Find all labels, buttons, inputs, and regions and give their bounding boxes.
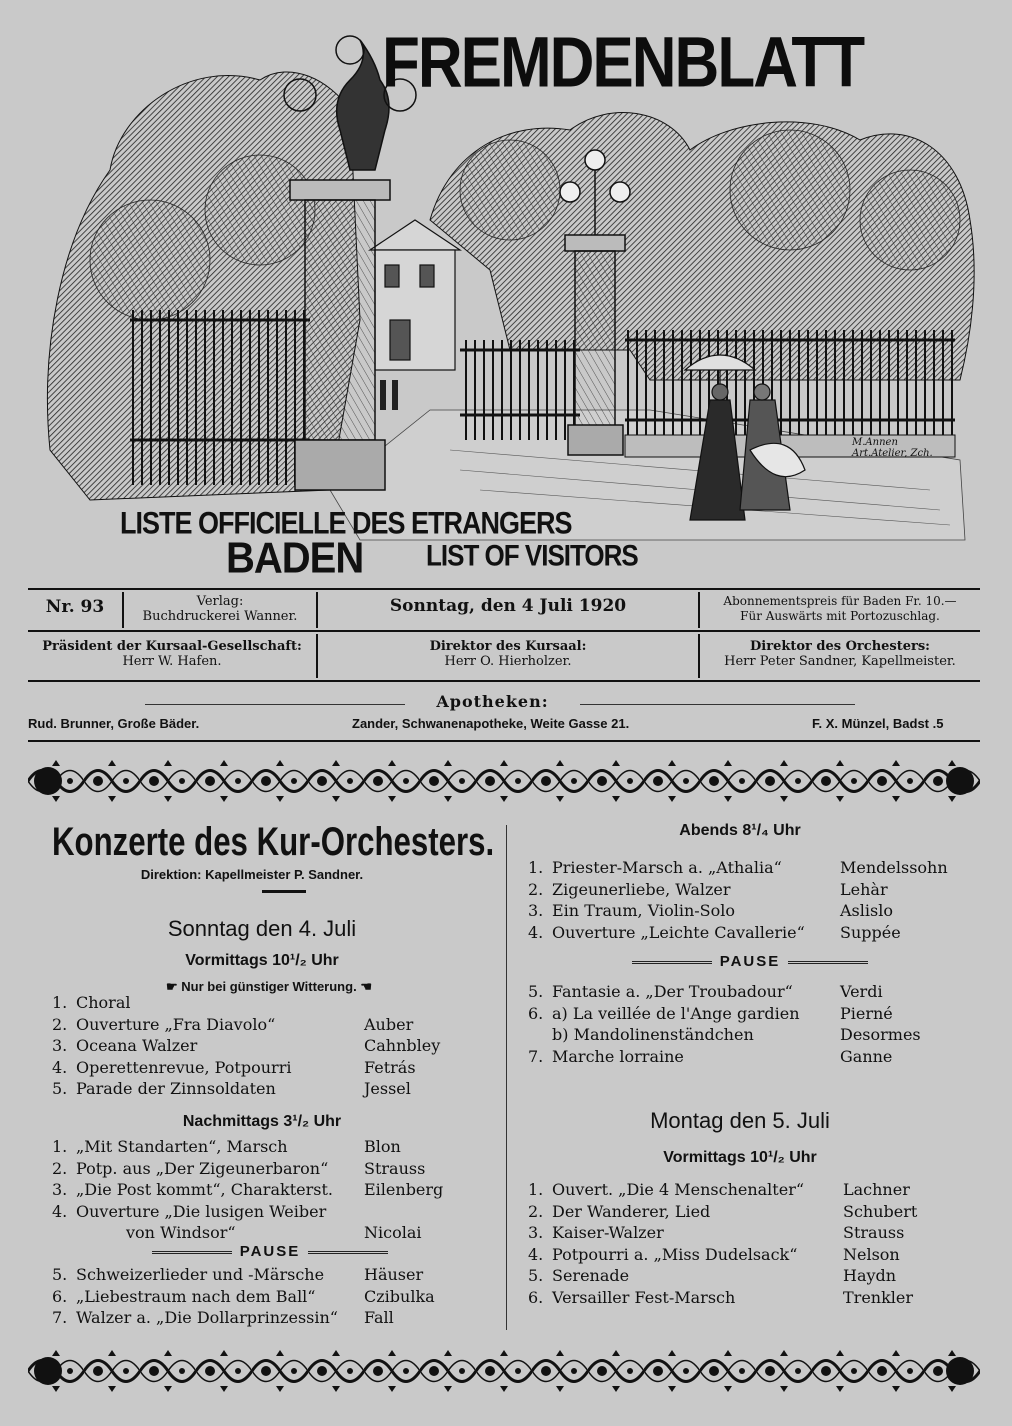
- kursaal-director-label: Direktor des Kursaal:: [429, 639, 587, 654]
- weather-note-text: Nur bei günstiger Witterung.: [181, 979, 357, 994]
- orchestra-director-name: Herr Peter Sandner, Kapellmeister.: [724, 654, 956, 669]
- program-item: [52, 1202, 492, 1222]
- item-number: 2.: [528, 879, 544, 899]
- piece-title: Der Wanderer, Lied: [552, 1201, 711, 1221]
- program-item: [528, 880, 968, 900]
- piece-title: Walzer a. „Die Dollarprinzessin“: [76, 1308, 338, 1327]
- sunday-heading: Sonntag den 4. Juli: [167, 916, 357, 941]
- orchestra-director-label: Direktor des Orchesters:: [750, 639, 930, 654]
- piece-title: Ouvert. „Die 4 Menschenalter“: [552, 1180, 805, 1199]
- masthead-title: FREMDENBLATT: [382, 23, 864, 103]
- piece-title: Choral: [76, 993, 131, 1012]
- concerts-title-text: Konzerte des Kur-Orchesters.: [52, 820, 495, 864]
- composer-name: Fall: [364, 1308, 394, 1327]
- program-item: [528, 923, 968, 943]
- composer-name: Suppée: [840, 922, 901, 942]
- composer-name: Haydn: [843, 1266, 897, 1285]
- program-item: [52, 1265, 492, 1285]
- piece-title: „Liebestraum nach dem Ball“: [76, 1286, 316, 1306]
- piece-title: Kaiser-Walzer: [552, 1223, 664, 1242]
- piece-title: Parade der Zinnsoldaten: [76, 1079, 276, 1098]
- item-number: 5.: [52, 1265, 68, 1284]
- ornament-border-top: [28, 758, 980, 804]
- composer-name: Desormes: [840, 1025, 921, 1044]
- program-item: [528, 1266, 968, 1286]
- masthead-illustration: [30, 20, 990, 583]
- rule: [262, 890, 306, 893]
- program-item: [528, 1245, 968, 1265]
- program-item: [528, 1223, 968, 1243]
- sunday-morning-time: Vormittags 10¹/₂ Uhr: [185, 952, 339, 969]
- program-item: [528, 1047, 968, 1067]
- president-name: Herr W. Hafen.: [122, 654, 222, 669]
- composer-name: Nicolai: [364, 1223, 422, 1242]
- piece-title: Versailler Fest-Marsch: [552, 1287, 736, 1307]
- pharmacies-heading: Apotheken:: [436, 692, 549, 711]
- piece-title: Priester-Marsch a. „Athalia“: [552, 858, 782, 877]
- item-number: 6.: [528, 1003, 544, 1023]
- piece-title: „Die Post kommt“, Charakterst.: [76, 1180, 333, 1199]
- monday-heading: Montag den 5. Juli: [650, 1108, 830, 1133]
- composer-name: Trenkler: [843, 1287, 914, 1307]
- piece-title: Potpourri a. „Miss Dudelsack“: [552, 1244, 798, 1264]
- pharmacy-1: Rud. Brunner, Große Bäder.: [28, 716, 200, 731]
- program-item: [52, 1180, 492, 1200]
- column-divider: [506, 825, 507, 1330]
- composer-name: Blon: [364, 1137, 401, 1156]
- piece-title: Ein Traum, Violin-Solo: [552, 901, 736, 920]
- rule: [28, 588, 980, 590]
- ornament-border-bottom: [28, 1348, 980, 1394]
- piece-title: Marche lorraine: [552, 1046, 684, 1066]
- item-number: 7.: [52, 1308, 68, 1327]
- piece-title: Ouverture „Leichte Cavallerie“: [552, 922, 805, 942]
- item-number: 2.: [528, 1201, 544, 1221]
- piece-title: Ouverture „Die lusigen Weiber: [76, 1201, 327, 1221]
- piece-title: Oceana Walzer: [76, 1036, 198, 1055]
- artist-signature: [852, 437, 933, 459]
- item-number: 3.: [52, 1180, 68, 1199]
- subscription-block: [700, 594, 980, 624]
- piece-title: „Mit Standarten“, Marsch: [76, 1137, 288, 1156]
- piece-title: Operettenrevue, Potpourri: [76, 1057, 292, 1077]
- program-item: [528, 1288, 968, 1308]
- program-item: [528, 858, 968, 878]
- program-item: [528, 982, 968, 1002]
- program-item: [52, 993, 492, 1013]
- pharmacy-3: F. X. Münzel, Badst .5: [812, 716, 944, 731]
- composer-name: Aslislo: [840, 901, 893, 920]
- composer-name: Pierné: [840, 1003, 893, 1023]
- piece-title: von Windsor“: [126, 1223, 236, 1242]
- rule: [28, 740, 980, 742]
- item-number: 2.: [52, 1158, 68, 1178]
- subscription-line2: Für Auswärts mit Portozuschlag.: [740, 609, 940, 623]
- orchestra-director-block: [700, 639, 980, 669]
- composer-name: Czibulka: [364, 1286, 435, 1306]
- item-number: 2.: [52, 1014, 68, 1034]
- composer-name: Lehàr: [840, 879, 888, 899]
- piece-title: Fantasie a. „Der Troubadour“: [552, 982, 793, 1001]
- pharmacy-2: Zander, Schwanenapotheke, Weite Gasse 21.: [352, 716, 630, 731]
- composer-name: Strauss: [843, 1223, 905, 1242]
- president-label: Präsident der Kursaal-Gesellschaft:: [42, 639, 302, 654]
- item-number: 5.: [528, 1266, 544, 1285]
- rule: [28, 630, 980, 632]
- composer-name: Fetrás: [364, 1057, 416, 1077]
- program-item: [52, 1015, 492, 1035]
- program-item: [528, 1004, 968, 1024]
- piece-title: a) La veillée de l'Ange gardien: [552, 1003, 800, 1023]
- rule: [145, 704, 405, 705]
- item-number: 1.: [528, 858, 544, 877]
- composer-name: Mendelssohn: [840, 858, 948, 877]
- president-block: [28, 639, 316, 669]
- program-item: [52, 1223, 492, 1243]
- issue-date: Sonntag, den 4 Juli 1920: [389, 596, 627, 616]
- item-number: 4.: [528, 922, 544, 942]
- masthead-subtitle-en: LIST OF VISITORS: [426, 538, 638, 573]
- sunday-afternoon-time: Nachmittags 3¹/₂ Uhr: [182, 1113, 342, 1130]
- rule: [28, 680, 980, 682]
- pause-label: PAUSE: [550, 953, 950, 970]
- rule: [580, 704, 855, 705]
- subscription-line1: Abonnementspreis für Baden Fr. 10.—: [723, 594, 957, 608]
- program-item: [528, 901, 968, 921]
- composer-name: Auber: [364, 1014, 414, 1034]
- program-item: [528, 1202, 968, 1222]
- item-number: 4.: [52, 1057, 68, 1077]
- item-number: 7.: [528, 1046, 544, 1066]
- sunday-evening-time: Abends 8¹/₄ Uhr: [679, 822, 801, 839]
- program-item: [528, 1180, 968, 1200]
- publisher-block: [124, 594, 316, 624]
- composer-name: Schubert: [843, 1201, 918, 1221]
- composer-name: Cahnbley: [364, 1036, 441, 1055]
- piece-title: Zigeunerliebe, Walzer: [552, 879, 731, 899]
- masthead-subtitle-fr: LISTE OFFICIELLE DES ETRANGERS: [120, 506, 572, 541]
- item-number: 1.: [528, 1180, 544, 1199]
- program-item: [528, 1025, 968, 1045]
- pointing-hand-icon: ☚: [360, 979, 372, 994]
- pause-label: PAUSE: [70, 1243, 470, 1260]
- item-number: 3.: [528, 1223, 544, 1242]
- composer-name: Verdi: [840, 982, 883, 1001]
- piece-title: Serenade: [552, 1266, 630, 1285]
- item-number: 3.: [528, 901, 544, 920]
- item-number: 4.: [528, 1244, 544, 1264]
- artist-signature-line2: Art.Atelier, Zch.: [852, 448, 933, 459]
- item-number: 5.: [528, 982, 544, 1001]
- program-item: [52, 1036, 492, 1056]
- item-number: 4.: [52, 1201, 68, 1221]
- item-number: 1.: [52, 1137, 68, 1156]
- composer-name: Lachner: [843, 1180, 910, 1199]
- piece-title: Ouverture „Fra Diavolo“: [76, 1014, 276, 1034]
- piece-title: Schweizerlieder und -Märsche: [76, 1265, 325, 1284]
- program-item: [52, 1058, 492, 1078]
- issue-number: Nr. 93: [45, 597, 105, 617]
- composer-name: Häuser: [364, 1265, 424, 1284]
- item-number: 6.: [528, 1287, 544, 1307]
- item-number: 6.: [52, 1286, 68, 1306]
- piece-title: Potp. aus „Der Zigeunerbaron“: [76, 1158, 329, 1178]
- artist-signature-line1: M.Annen: [852, 437, 898, 448]
- composer-name: Nelson: [843, 1244, 900, 1264]
- item-number: 5.: [52, 1079, 68, 1098]
- composer-name: Eilenberg: [364, 1180, 444, 1199]
- composer-name: Strauss: [364, 1158, 426, 1178]
- program-item: [52, 1308, 492, 1328]
- kursaal-director-block: [318, 639, 698, 669]
- program-item: [52, 1287, 492, 1307]
- item-number: 3.: [52, 1036, 68, 1055]
- program-item: [52, 1159, 492, 1179]
- kursaal-director-name: Herr O. Hierholzer.: [444, 654, 572, 669]
- masthead-city: BADEN: [226, 533, 364, 583]
- publisher-value: Buchdruckerei Wanner.: [142, 609, 298, 624]
- program-item: [52, 1137, 492, 1157]
- item-number: 1.: [52, 993, 68, 1012]
- monday-morning-time: Vormittags 10¹/₂ Uhr: [663, 1149, 817, 1166]
- composer-name: Ganne: [840, 1046, 893, 1066]
- program-item: [52, 1079, 492, 1099]
- direction-line: Direktion: Kapellmeister P. Sandner.: [140, 867, 364, 882]
- composer-name: Jessel: [364, 1079, 411, 1098]
- pointing-hand-icon: ☛: [166, 979, 178, 994]
- piece-title: b) Mandolinenständchen: [552, 1025, 754, 1044]
- publisher-label: Verlag:: [196, 594, 244, 609]
